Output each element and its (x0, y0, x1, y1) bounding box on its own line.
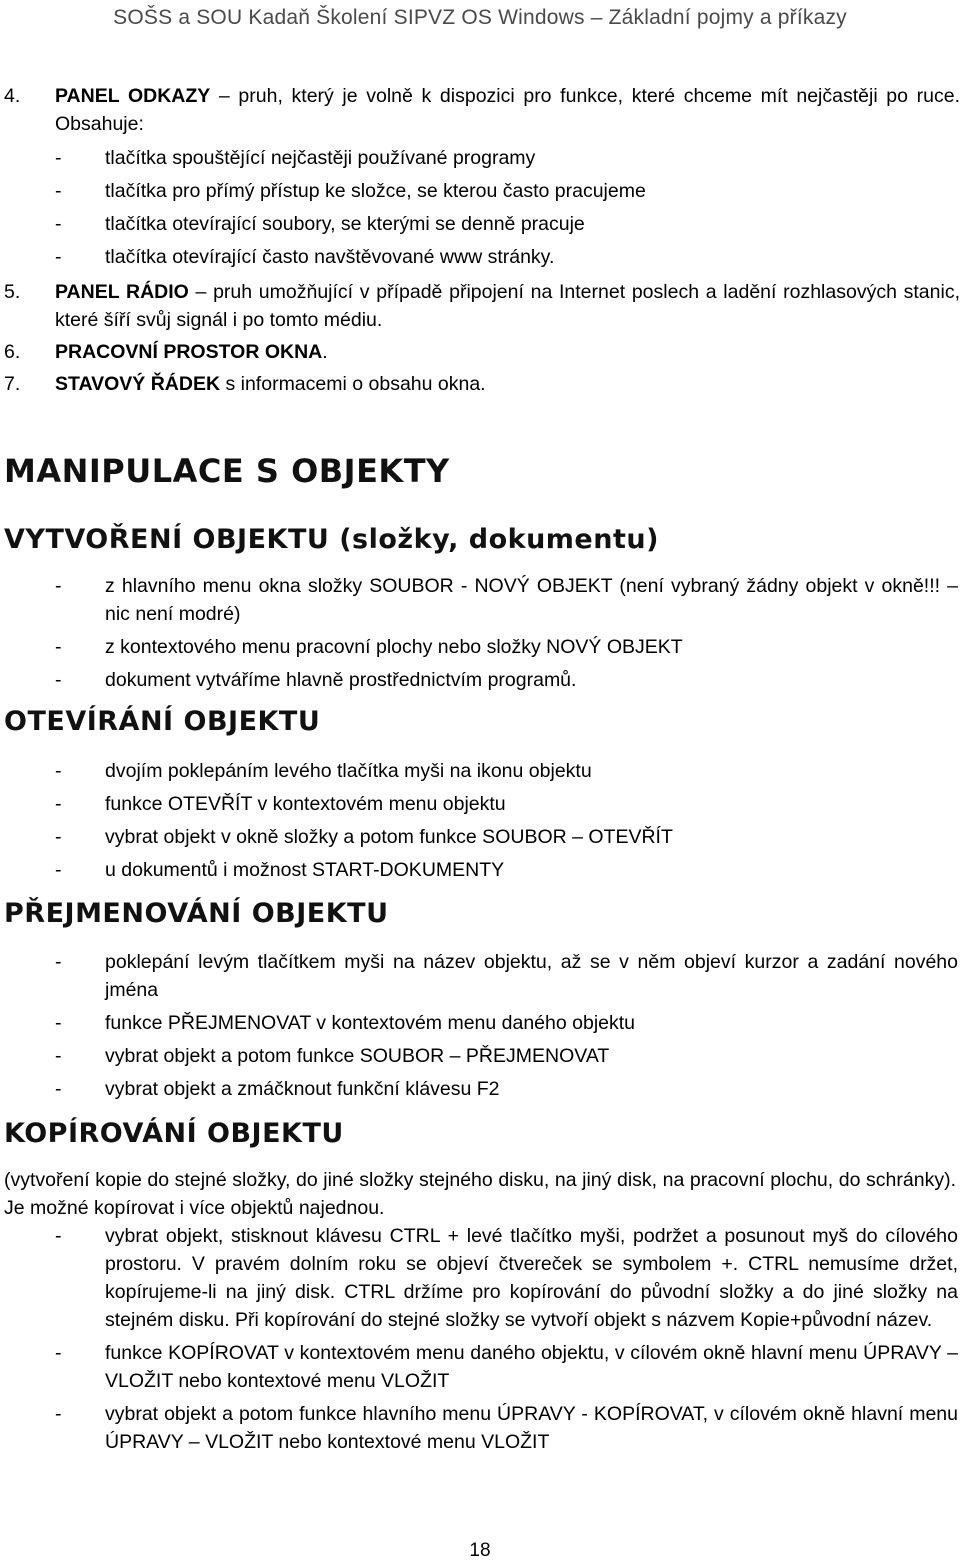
list-item: - funkce PŘEJMENOVAT v kontextovém menu daného objektu (55, 1012, 636, 1034)
list-item: - vybrat objekt a potom funkce hlavního menu ÚPRAVY - KOPÍROVAT, v cílovém okně hlavní menu ÚPRAVY – VLOŽIT nebo kontextové menu VLOŽIT (55, 1403, 958, 1453)
copy-intro: (vytvoření kopie do stejné složky, do jiné složky stejného disku, na jiný disk, na pracovní plochu, do schránky). Je možné kopírovat i více objektů najednou. (4, 1169, 956, 1219)
list-item: - tlačítka pro přímý přístup ke složce, se kterou často pracujeme (55, 180, 646, 202)
list-item-term: PANEL ODKAZY (55, 85, 211, 107)
list-item-5: 5. PANEL RÁDIO – pruh umožňující v případě připojení na Internet poslech a ladění rozhlasových stanic, které šíří svůj signál i po tomto médiu. (4, 281, 960, 331)
list-item: - dokument vytváříme hlavně prostřednictvím programů. (55, 669, 577, 691)
list-item: - funkce KOPÍROVAT v kontextovém menu daného objektu, v cílovém okně hlavní menu ÚPRAVY – VLOŽIT nebo kontextové menu VLOŽIT (55, 1342, 958, 1392)
section-title-rename: PŘEJMENOVÁNÍ OBJEKTU (4, 898, 389, 929)
list-item: - funkce OTEVŘÍT v kontextovém menu objektu (55, 793, 506, 815)
list-item: - z hlavního menu okna složky SOUBOR - NOVÝ OBJEKT (není vybraný žádny objekt v okně!!! – nic není modré) (55, 575, 958, 625)
page-header: SOŠS a SOU Kadaň Školení SIPVZ OS Windows – Základní pojmy a příkazy (113, 6, 847, 29)
open-list (0, 757, 960, 889)
list-item-7: 7. STAVOVÝ ŘÁDEK s informacemi o obsahu okna. (4, 373, 486, 395)
list-item: - tlačítka otevírající soubory, se kterými se denně pracuje (55, 213, 585, 235)
list-item: - z kontextového menu pracovní plochy nebo složky NOVÝ OBJEKT (55, 636, 683, 658)
create-list (0, 572, 960, 699)
list-item: - vybrat objekt, stisknout klávesu CTRL + levé tlačítko myši, podržet a posunout myš do cílového prostoru. V pravém dolním roku se objeví čtvereček se symbolem +. CTRL nemusíme držet, kopírujeme-li na jiný disk. CTRL držíme pro kopírování do původní složky a do jiné složky na stejném disku. Při kopírování do stejné složky se vytvoří objekt s názvem Kopie+původní název. (55, 1225, 958, 1331)
list-item-text: – pruh, který je volně k dispozici pro funkce, které chceme mít nejčastěji po ruce. Obsahuje: (55, 85, 960, 135)
list-item-4 (0, 82, 960, 138)
main-title: MANIPULACE S OBJEKTY (4, 452, 450, 490)
section-title-create: VYTVOŘENÍ OBJEKTU (složky, dokumentu) (4, 524, 659, 555)
list-item: - tlačítka otevírající často navštěvované www stránky. (55, 246, 555, 268)
rename-list (0, 948, 960, 1108)
list-item: - u dokumentů i možnost START-DOKUMENTY (55, 859, 505, 881)
list-item: - dvojím poklepáním levého tlačítka myši na ikonu objektu (55, 760, 592, 782)
list-number: 4. (4, 85, 21, 107)
page-number: 18 (469, 1540, 491, 1561)
section-title-copy: KOPÍROVÁNÍ OBJEKTU (4, 1118, 344, 1149)
list-item: - poklepání levým tlačítkem myši na název objektu, až se v něm objeví kurzor a zadání nového jména (55, 951, 958, 1001)
list-item: - vybrat objekt a potom funkce SOUBOR – PŘEJMENOVAT (55, 1045, 610, 1067)
list-item: - tlačítka spouštějící nejčastěji používané programy (55, 147, 536, 169)
list-item-6: 6. PRACOVNÍ PROSTOR OKNA. (4, 341, 328, 363)
list-item: - vybrat objekt a zmáčknout funkční klávesu F2 (55, 1078, 500, 1100)
list-item: - vybrat objekt v okně složky a potom funkce SOUBOR – OTEVŘÍT (55, 826, 673, 848)
section-title-open: OTEVÍRÁNÍ OBJEKTU (4, 706, 321, 737)
copy-section (0, 1166, 960, 1461)
panel-list (0, 82, 960, 398)
